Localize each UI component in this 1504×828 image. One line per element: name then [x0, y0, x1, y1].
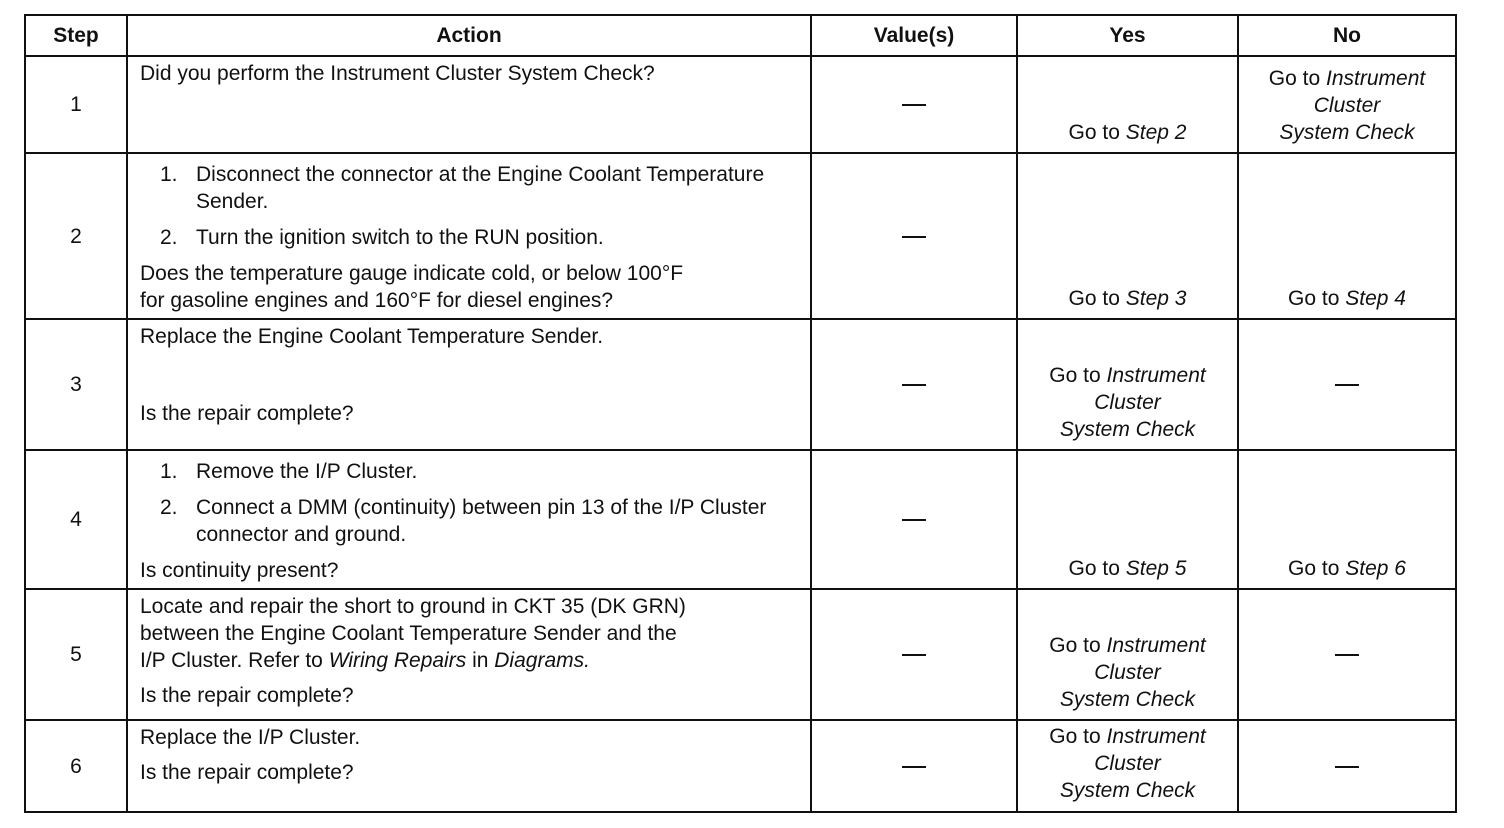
no-target: Step 6	[1345, 557, 1406, 580]
no-dash	[1335, 384, 1359, 386]
value-cell	[811, 56, 1017, 153]
action-question: Is continuity present?	[140, 559, 339, 582]
item-text: Connect a DMM (continuity) between pin 13 of the I/P Cluster connector and ground.	[196, 496, 767, 546]
yes-target-line2: Cluster	[1094, 391, 1161, 414]
no-cell	[1238, 720, 1456, 812]
value-dash	[902, 104, 926, 106]
yes-prefix: Go to	[1049, 364, 1101, 387]
header-step: Step	[25, 15, 127, 56]
value-dash	[902, 236, 926, 238]
no-cell	[1238, 153, 1456, 319]
table-row	[25, 319, 1456, 450]
action-line3-mid: in	[472, 649, 489, 672]
diagnostic-table	[24, 14, 1457, 813]
no-prefix: Go to	[1268, 67, 1321, 90]
yes-target-line3: System Check	[1059, 778, 1196, 802]
yes-target-line3: System Check	[1059, 418, 1196, 441]
action-question: Is the repair complete?	[140, 684, 354, 707]
item-text: Remove the I/P Cluster.	[196, 460, 418, 483]
action-line1: Locate and repair the short to ground in CKT 35 (DK GRN)	[140, 595, 686, 618]
action-cell	[127, 319, 811, 450]
action-line2: between the Engine Coolant Temperature Sender and the	[140, 622, 677, 645]
yes-target-line3: System Check	[1059, 688, 1196, 711]
no-prefix: Go to	[1288, 557, 1340, 580]
no-target-line2: Cluster	[1313, 94, 1381, 117]
table-row	[25, 589, 1456, 720]
action-text: Replace the I/P Cluster.	[140, 726, 361, 749]
no-cell	[1238, 56, 1456, 153]
yes-cell	[1017, 56, 1238, 153]
wiring-repairs-ref: Wiring Repairs	[328, 649, 467, 672]
yes-cell	[1017, 589, 1238, 720]
action-question: Is the repair complete?	[140, 761, 354, 784]
item-number: 2.	[160, 226, 178, 249]
value-dash	[902, 384, 926, 386]
no-cell	[1238, 450, 1456, 589]
value-cell	[811, 153, 1017, 319]
yes-cell	[1017, 720, 1238, 812]
step-number: 3	[25, 319, 127, 450]
item-number: 1.	[160, 163, 178, 186]
value-cell	[811, 450, 1017, 589]
yes-target: Step 2	[1125, 121, 1187, 144]
action-question: Is the repair complete?	[140, 402, 354, 425]
value-cell	[811, 589, 1017, 720]
yes-prefix: Go to	[1068, 121, 1120, 144]
value-cell	[811, 319, 1017, 450]
item-text: Turn the ignition switch to the RUN position.	[196, 226, 604, 249]
action-question-line1: Does the temperature gauge indicate cold, or below 100°F	[140, 262, 684, 285]
header-action: Action	[127, 15, 811, 56]
no-dash	[1335, 766, 1359, 768]
step-number: 1	[25, 56, 127, 153]
numbered-item	[140, 161, 802, 215]
action-cell	[127, 720, 811, 812]
yes-target-line1: Instrument	[1106, 364, 1206, 387]
no-target-line1: Instrument	[1326, 67, 1426, 90]
numbered-item	[140, 224, 802, 251]
yes-target-line2: Cluster	[1094, 751, 1161, 775]
value-dash	[902, 654, 926, 656]
action-question: Did you perform the Instrument Cluster System Check?	[140, 62, 655, 85]
yes-cell	[1017, 153, 1238, 319]
table-header-row	[25, 15, 1456, 56]
yes-prefix: Go to	[1068, 557, 1120, 580]
header-no: No	[1238, 15, 1456, 56]
table-row	[25, 56, 1456, 153]
no-dash	[1335, 654, 1359, 656]
yes-prefix: Go to	[1068, 287, 1120, 310]
no-prefix: Go to	[1288, 287, 1340, 310]
yes-prefix: Go to	[1049, 634, 1101, 657]
step-number: 5	[25, 589, 127, 720]
no-target-line3: System Check	[1279, 121, 1415, 144]
table-row	[25, 450, 1456, 589]
item-text: Disconnect the connector at the Engine Coolant Temperature Sender.	[196, 163, 765, 213]
step-number: 6	[25, 720, 127, 812]
yes-cell	[1017, 450, 1238, 589]
value-dash	[902, 766, 926, 768]
numbered-item	[140, 494, 802, 548]
yes-cell	[1017, 319, 1238, 450]
action-line3-prefix: I/P Cluster. Refer to	[140, 649, 323, 672]
action-cell	[127, 450, 811, 589]
action-question-line2: for gasoline engines and 160°F for diesel engines?	[140, 289, 614, 312]
table-row	[25, 153, 1456, 319]
table-row	[25, 720, 1456, 812]
yes-target: Step 5	[1125, 557, 1187, 580]
yes-target-line1: Instrument	[1106, 724, 1206, 748]
no-cell	[1238, 319, 1456, 450]
action-cell	[127, 589, 811, 720]
no-target: Step 4	[1345, 287, 1406, 310]
numbered-item	[140, 458, 802, 485]
value-cell	[811, 720, 1017, 812]
header-values: Value(s)	[811, 15, 1017, 56]
no-cell	[1238, 589, 1456, 720]
yes-target: Step 3	[1125, 287, 1187, 310]
yes-target-line2: Cluster	[1094, 661, 1161, 684]
step-number: 4	[25, 450, 127, 589]
yes-target-line1: Instrument	[1106, 634, 1206, 657]
item-number: 1.	[160, 460, 178, 483]
item-number: 2.	[160, 496, 178, 519]
diagrams-ref: Diagrams.	[494, 649, 590, 672]
action-cell	[127, 56, 811, 153]
header-yes: Yes	[1017, 15, 1238, 56]
action-text: Replace the Engine Coolant Temperature Sender.	[140, 325, 604, 348]
value-dash	[902, 519, 926, 521]
yes-prefix: Go to	[1049, 724, 1101, 748]
action-cell	[127, 153, 811, 319]
step-number: 2	[25, 153, 127, 319]
